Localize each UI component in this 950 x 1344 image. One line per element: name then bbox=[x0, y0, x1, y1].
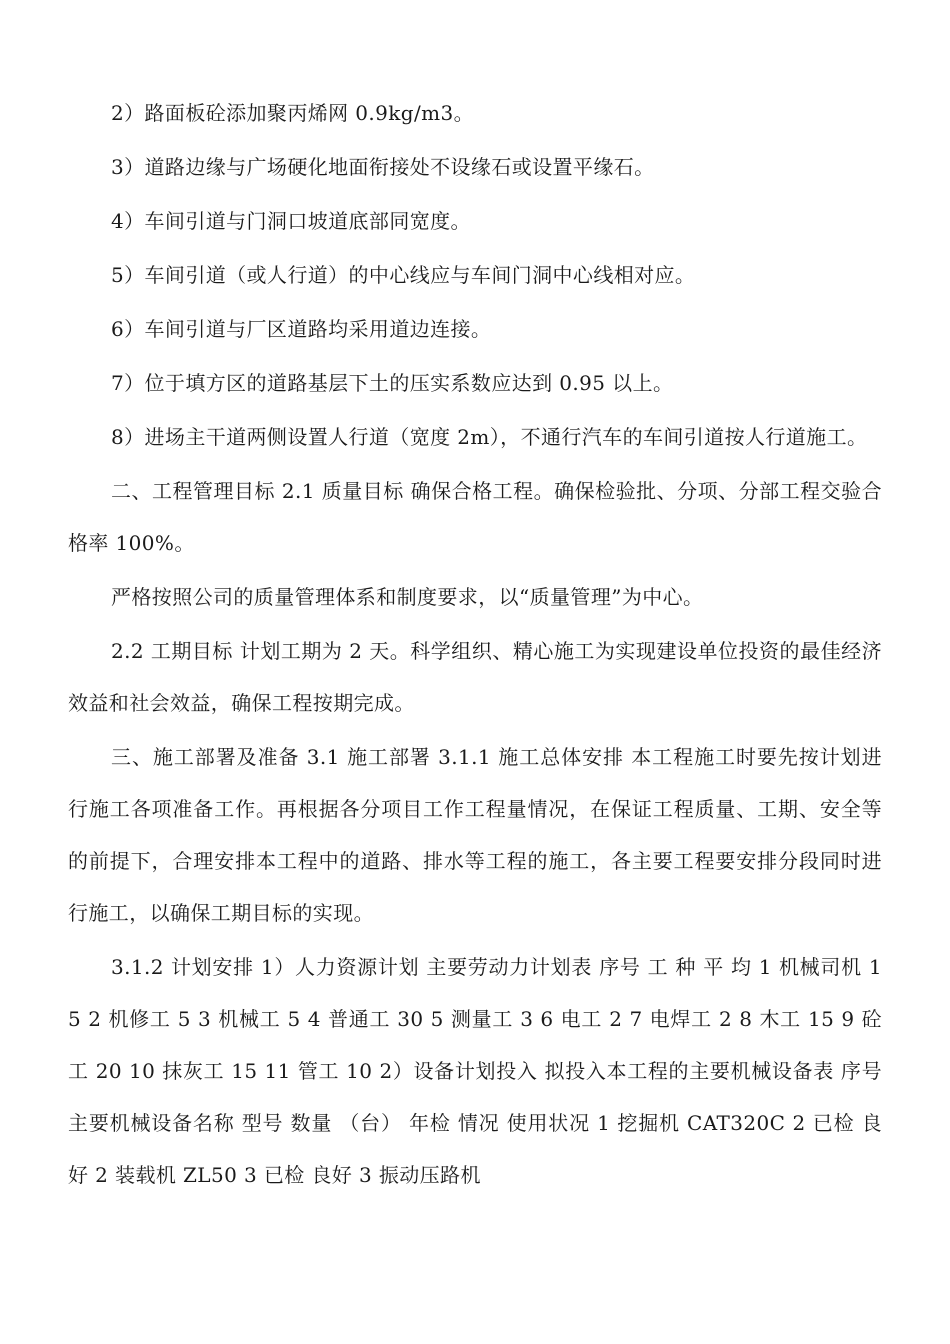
paragraph-item-2: 2）路面板砼添加聚丙烯网 0.9kg/m3。 bbox=[111, 101, 475, 125]
section-heading-management-goals: 二、工程管理目标 2.1 质量目标 确保合格工程。确保检验批、分项、分部工程交验合格率 100%。 bbox=[68, 479, 882, 555]
paragraph-item-6: 6）车间引道与厂区道路均采用道边连接。 bbox=[111, 317, 492, 341]
section-heading-construction-deployment: 三、施工部署及准备 3.1 施工部署 3.1.1 施工总体安排 本工程施工时要先按计划进行施工各项准备工作。再根据各分项目工作工程量情况，在保证工程质量、工期、安全等的前提下，合理安排本工程中的道路、排水等工程的施工，各主要工程要安排分段同时进行施工，以确保工期目标的实现。 bbox=[68, 745, 882, 925]
paragraph-item-3: 3）道路边缘与广场硬化地面衔接处不设缘石或设置平缘石。 bbox=[111, 155, 655, 179]
paragraph-schedule-goal: 2.2 工期目标 计划工期为 2 天。科学组织、精心施工为实现建设单位投资的最佳经济效益和社会效益，确保工程按期完成。 bbox=[68, 639, 882, 715]
paragraph-quality-system: 严格按照公司的质量管理体系和制度要求，以“质量管理”为中心。 bbox=[111, 585, 704, 609]
paragraph-item-5: 5）车间引道（或人行道）的中心线应与车间门洞中心线相对应。 bbox=[111, 263, 696, 287]
paragraph-resource-plan: 3.1.2 计划安排 1）人力资源计划 主要劳动力计划表 序号 工 种 平 均 1 机械司机 15 2 机修工 5 3 机械工 5 4 普通工 30 5 测量工 3 6 电工 2 7 电焊工 2 8 木工 15 9 砼工 20 10 抹灰工 15 11 管工 10 2）设备计划投入 拟投入本工程的主要机械设备表 序号 主要机械设备名称 型号 数量 （台） 年检 情况 使用状况 1 挖掘机 CAT320C 2 已检 良好 2 装载机 ZL50 3 已检 良好 3 振动压路机 bbox=[68, 955, 882, 1187]
paragraph-item-4: 4）车间引道与门洞口坡道底部同宽度。 bbox=[111, 209, 471, 233]
paragraph-item-7: 7）位于填方区的道路基层下土的压实系数应达到 0.95 以上。 bbox=[111, 371, 674, 395]
paragraph-item-8: 8）进场主干道两侧设置人行道（宽度 2m），不通行汽车的车间引道按人行道施工。 bbox=[111, 425, 868, 449]
